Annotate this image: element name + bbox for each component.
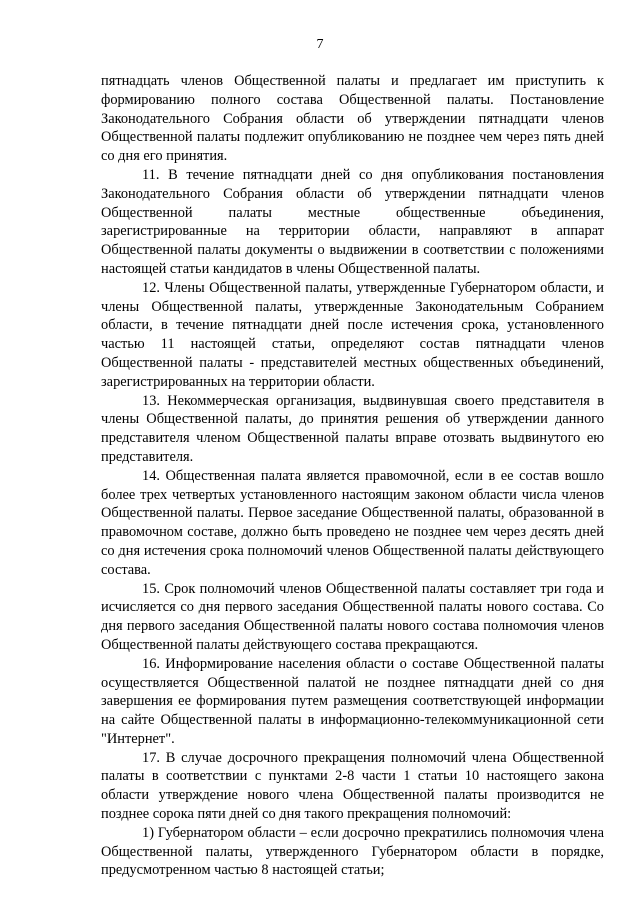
document-paragraph: 14. Общественная палата является правомочной, если в ее состав вошло более трех четвертых установленного настоящим законом области числа членов Общественной палаты. Первое заседание Общественной палаты, образованной в правомочном составе, должно быть проведено не позднее чем через десять дней со дня истечения срока полномочий членов Общественной палаты действующего состава.	[101, 467, 604, 578]
document-paragraph: 17. В случае досрочного прекращения полномочий члена Общественной палаты в соответствии с пунктами 2-8 части 1 статьи 10 настоящего закона области утверждение нового члена Общественной палаты производится не позднее сорока пяти дней со дня такого прекращения полномочий:	[101, 749, 604, 823]
document-paragraph: 15. Срок полномочий членов Общественной палаты составляет три года и исчисляется со дня первого заседания Общественной палаты нового состава. Со дня первого заседания Общественной палаты нового состава полномочия членов Общественной палаты действующего состава прекращаются.	[101, 580, 604, 653]
document-paragraph: 11. В течение пятнадцати дней со дня опубликования постановления Законодательного Собрания области об утверждении пятнадцати членов Общественной палаты местные общественные объединения, зарегистрированные на территории области, направляют в аппарат Общественной палаты документы о выдвижении в соответствии с положениями настоящей статьи кандидатов в члены Общественной палаты.	[101, 166, 604, 277]
page-number: 7	[316, 37, 324, 52]
document-body	[101, 72, 604, 880]
document-paragraph: 1) Губернатором области – если досрочно прекратились полномочия члена Общественной палаты, утвержденного Губернатором области в порядке, предусмотренном частью 8 настоящей статьи;	[101, 824, 604, 879]
document-paragraph: пятнадцать членов Общественной палаты и предлагает им приступить к формированию полного состава Общественной палаты. Постановление Законодательного Собрания области об утверждении пятнадцати членов Общественной палаты подлежит опубликованию не позднее чем через пять дней со дня его принятия.	[101, 73, 604, 165]
document-paragraph: 16. Информирование населения области о составе Общественной палаты осуществляется Общественной палатой не позднее пятнадцати дней со дня завершения ее формирования путем размещения соответствующей информации на сайте Общественной палаты в информационно-телекоммуникационной сети "Интернет".	[101, 655, 604, 747]
document-paragraph: 12. Члены Общественной палаты, утвержденные Губернатором области, и члены Общественной палаты, утвержденные Законодательным Собранием области, в течение пятнадцати дней после истечения срока, установленного частью 11 настоящей статьи, определяют состав пятнадцати членов Общественной палаты - представителей местных общественных объединений, зарегистрированных на территории области.	[101, 279, 604, 390]
document-paragraph: 13. Некоммерческая организация, выдвинувшая своего представителя в члены Общественной палаты, до принятия решения об утверждении данного представителя членом Общественной палаты вправе отозвать выдвинутого ею представителя.	[101, 392, 604, 465]
